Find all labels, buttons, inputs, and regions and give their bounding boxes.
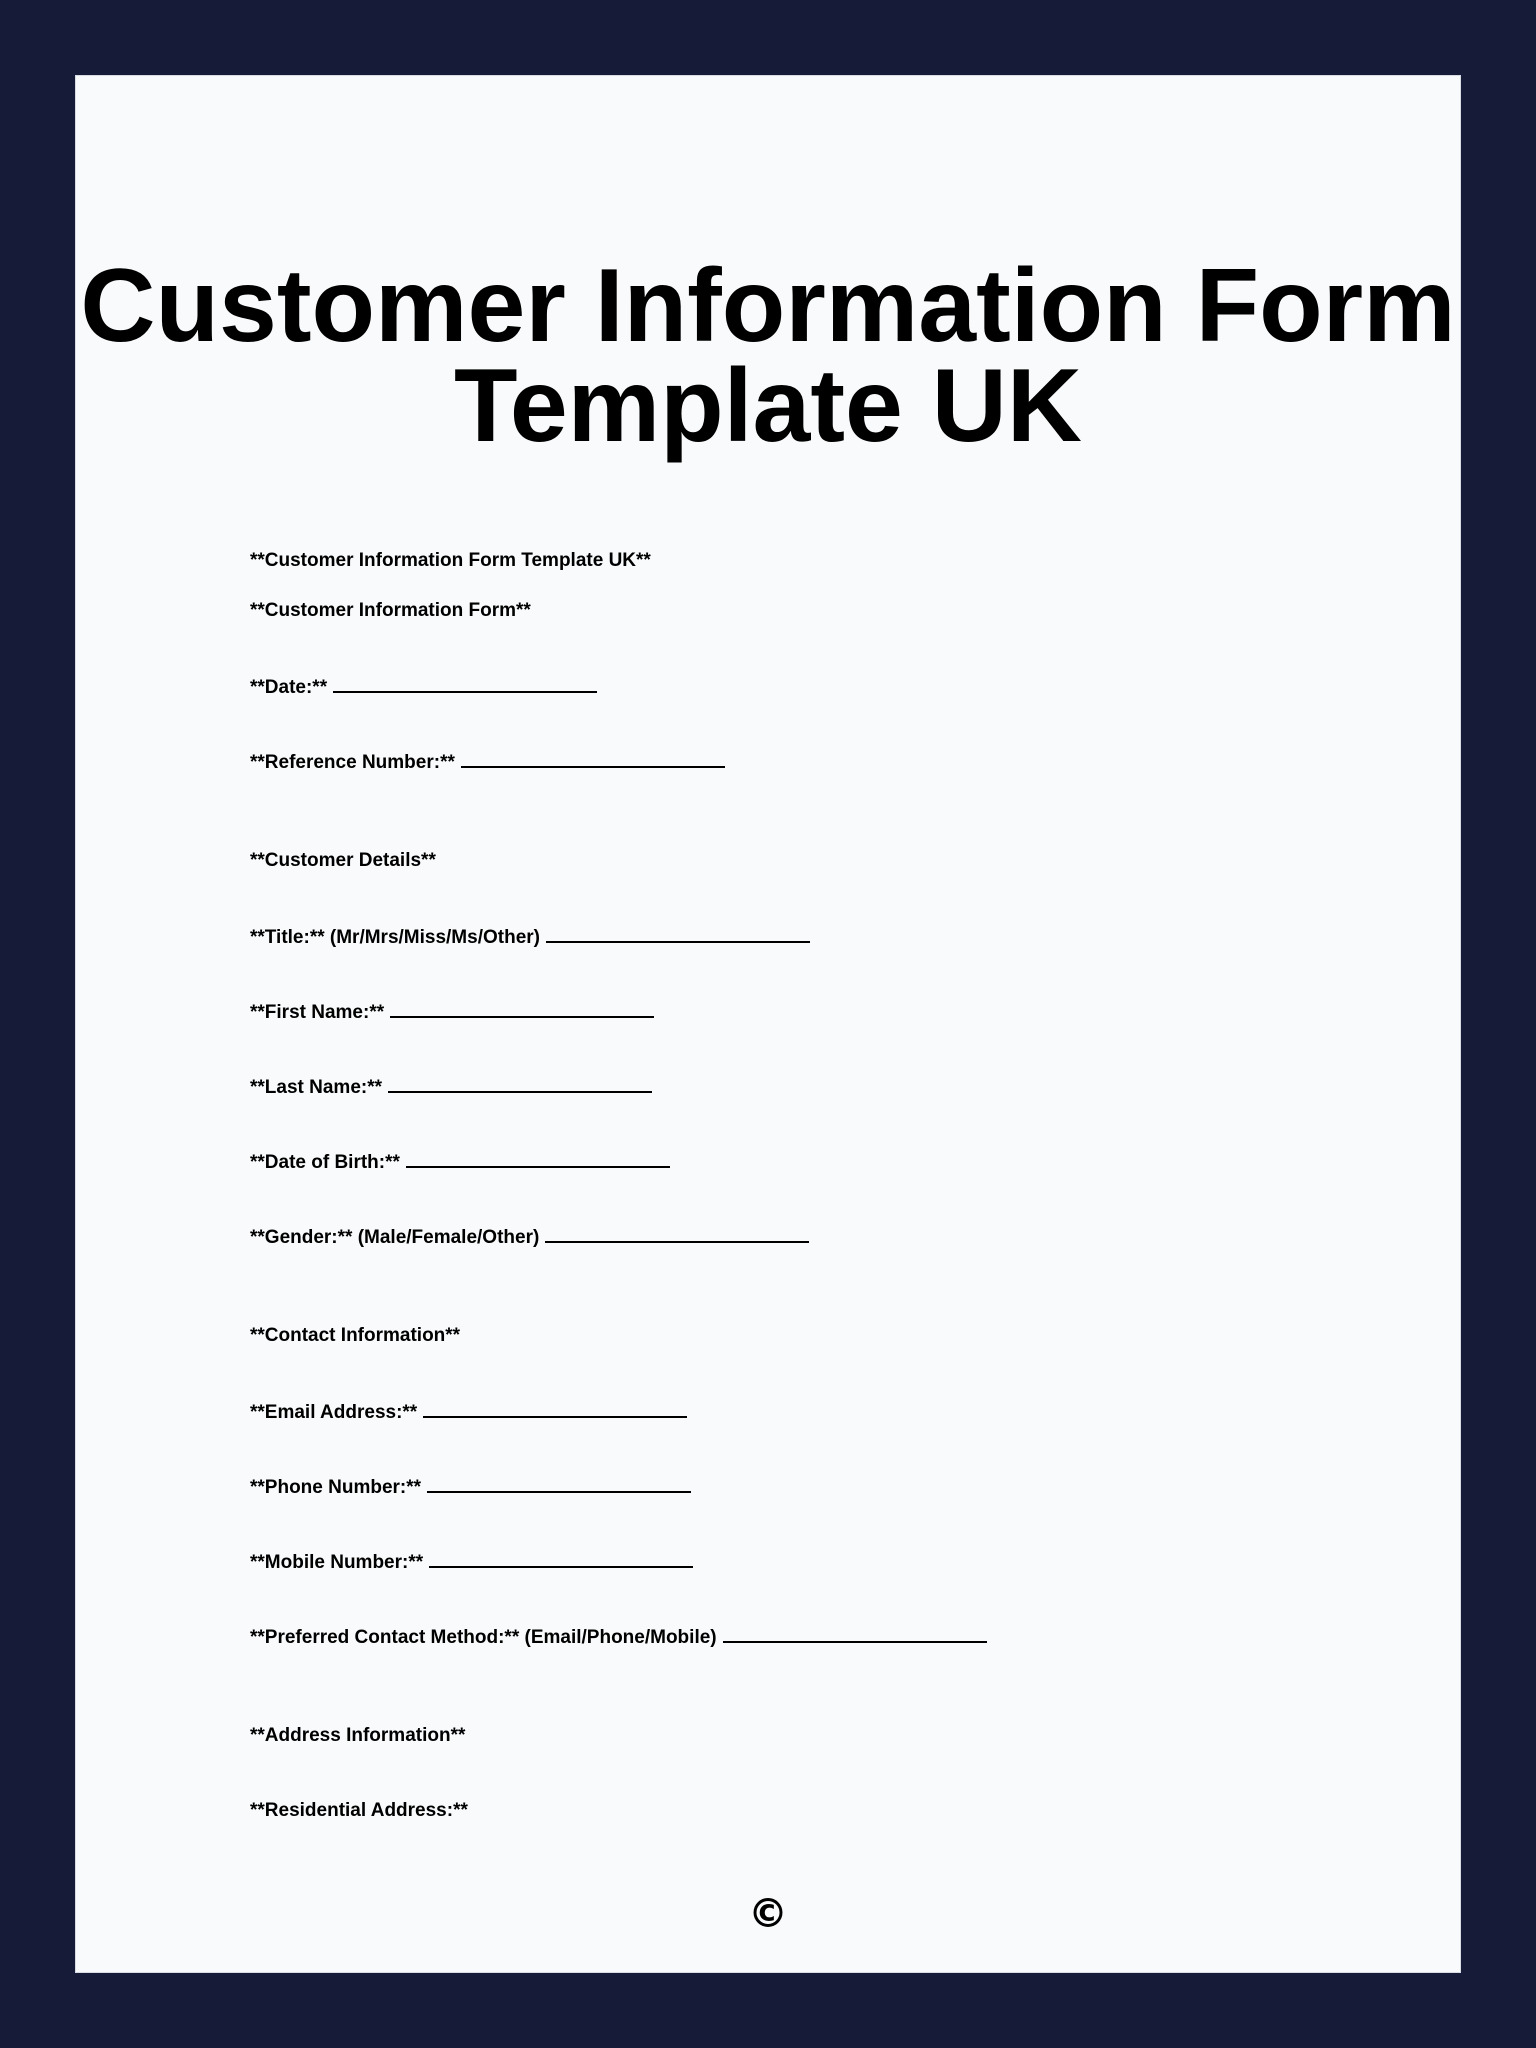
email-address-field bbox=[250, 1400, 687, 1424]
phone-number-blank-line[interactable] bbox=[427, 1475, 691, 1493]
email-address-label: **Email Address:** bbox=[250, 1402, 418, 1423]
reference-number-label: **Reference Number:** bbox=[250, 752, 455, 773]
date-of-birth-blank-line[interactable] bbox=[406, 1150, 670, 1168]
date-blank-line[interactable] bbox=[333, 675, 597, 693]
document-title-line-2: Template UK bbox=[454, 348, 1082, 464]
copyright-icon: © bbox=[748, 1891, 788, 1937]
document-title bbox=[76, 248, 1460, 464]
date-label: **Date:** bbox=[250, 677, 328, 698]
first-name-label: **First Name:** bbox=[250, 1002, 385, 1023]
last-name-field bbox=[250, 1075, 652, 1099]
residential-address-label-text: **Residential Address:** bbox=[250, 1800, 468, 1821]
gender-field bbox=[250, 1225, 809, 1249]
gender-blank-line[interactable] bbox=[545, 1225, 809, 1243]
date-field bbox=[250, 675, 597, 699]
contact-information-heading-text: **Contact Information** bbox=[250, 1325, 461, 1346]
mobile-number-field bbox=[250, 1550, 693, 1574]
date-of-birth-label: **Date of Birth:** bbox=[250, 1152, 400, 1173]
form-subheading-text: **Customer Information Form** bbox=[250, 600, 531, 621]
address-information-heading-text: **Address Information** bbox=[250, 1725, 466, 1746]
reference-number-blank-line[interactable] bbox=[461, 750, 725, 768]
preferred-contact-method-blank-line[interactable] bbox=[723, 1625, 987, 1643]
title-label: **Title:** (Mr/Mrs/Miss/Ms/Other) bbox=[250, 927, 540, 948]
email-address-blank-line[interactable] bbox=[423, 1400, 687, 1418]
document-page bbox=[75, 75, 1461, 1973]
mobile-number-label: **Mobile Number:** bbox=[250, 1552, 424, 1573]
mobile-number-blank-line[interactable] bbox=[429, 1550, 693, 1568]
address-information-heading bbox=[250, 1725, 465, 1747]
first-name-field bbox=[250, 1000, 654, 1024]
phone-number-label: **Phone Number:** bbox=[250, 1477, 422, 1498]
title-field bbox=[250, 925, 810, 949]
form-heading bbox=[250, 550, 651, 572]
form-heading-text: **Customer Information Form Template UK** bbox=[250, 550, 651, 571]
phone-number-field bbox=[250, 1475, 691, 1499]
contact-information-heading bbox=[250, 1325, 460, 1347]
first-name-blank-line[interactable] bbox=[390, 1000, 654, 1018]
title-blank-line[interactable] bbox=[546, 925, 810, 943]
last-name-blank-line[interactable] bbox=[388, 1075, 652, 1093]
document-title-line-1: Customer Information Form bbox=[80, 248, 1456, 364]
preferred-contact-method-field bbox=[250, 1625, 987, 1649]
form-subheading bbox=[250, 600, 531, 622]
date-of-birth-field bbox=[250, 1150, 670, 1174]
gender-label: **Gender:** (Male/Female/Other) bbox=[250, 1227, 540, 1248]
reference-number-field bbox=[250, 750, 725, 774]
residential-address-label bbox=[250, 1800, 468, 1822]
preferred-contact-method-label: **Preferred Contact Method:** (Email/Phone/Mobile) bbox=[250, 1627, 717, 1648]
customer-details-heading bbox=[250, 850, 436, 872]
customer-details-heading-text: **Customer Details** bbox=[250, 850, 436, 871]
last-name-label: **Last Name:** bbox=[250, 1077, 382, 1098]
